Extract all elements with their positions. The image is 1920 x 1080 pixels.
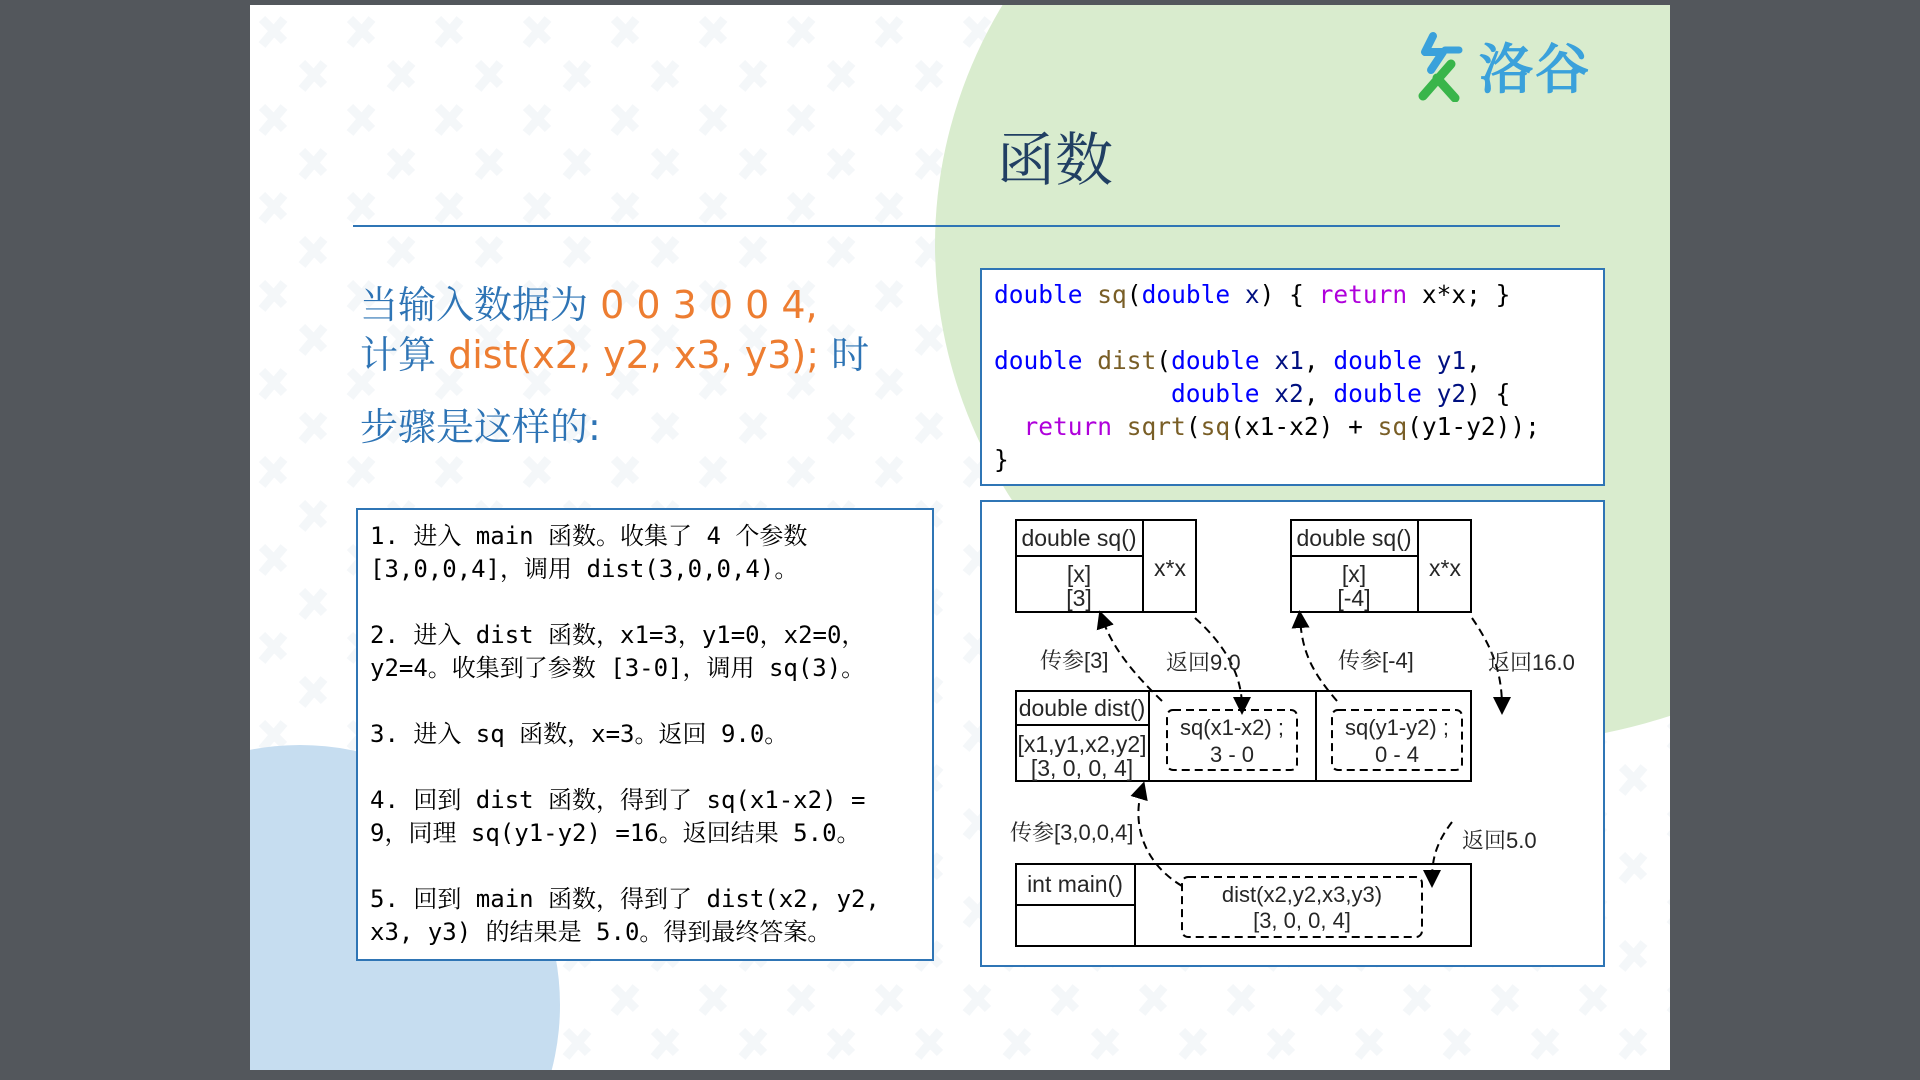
sq-left-header: double sq(): [1021, 525, 1137, 551]
code-token: [1260, 346, 1275, 375]
code-token: [1112, 412, 1127, 441]
sq-left-body: x*x: [1154, 555, 1186, 581]
sq-right-value: [-4]: [1337, 585, 1371, 611]
code-token: [994, 379, 1171, 408]
luogu-mark-icon: [1415, 30, 1473, 102]
code-token: y2: [1436, 379, 1467, 408]
step-3: 3. 进入 sq 函数，x=3。返回 9.0。: [370, 720, 789, 748]
label-return-right: 返回16.0: [1488, 650, 1575, 675]
dist-values: [3, 0, 0, 4]: [1030, 755, 1134, 781]
code-line: [994, 377, 1591, 410]
steps-box: [356, 508, 934, 961]
step-2: 2. 进入 dist 函数，x1=3，y1=0，x2=0， y2=4。收集到了参数 [3-0]，调用 sq(3)。: [370, 621, 866, 682]
code-token: (x1-x2) +: [1230, 412, 1378, 441]
code-token: y1: [1436, 346, 1467, 375]
main-call-line2: [3, 0, 0, 4]: [1253, 908, 1351, 933]
code-token: [1083, 346, 1098, 375]
code-token: x: [1244, 280, 1260, 309]
code-token: sq: [1097, 280, 1127, 309]
code-token: [1422, 346, 1437, 375]
code-token: (: [1185, 412, 1201, 441]
label-pass-right: 传参[-4]: [1338, 648, 1414, 673]
label-pass-main: 传参[3,0,0,4]: [1010, 820, 1134, 845]
slide-title: 函数: [996, 126, 1113, 194]
sq-right-body: x*x: [1429, 555, 1461, 581]
sq-right-param: [x]: [1341, 561, 1367, 587]
title-divider: [353, 225, 1560, 227]
step-4: 4. 回到 dist 函数，得到了 sq(x1-x2) = 9，同理 sq(y1-y2) =16。返回结果 5.0。: [370, 786, 866, 847]
code-token: return: [1023, 412, 1113, 441]
code-token: dist: [1097, 346, 1157, 375]
code-token: x*x; }: [1407, 280, 1511, 309]
dist-call2-line2: 0 - 4: [1374, 742, 1420, 767]
intro-when: 时: [819, 333, 870, 377]
arrow-pass-left: [1102, 618, 1162, 701]
step-5: 5. 回到 main 函数，得到了 dist(x2, y2, x3, y3) 的结果是 5.0。得到最终答案。: [370, 885, 880, 946]
code-token: [1230, 280, 1245, 309]
code-token: double: [1171, 379, 1260, 408]
sq-right-header: double sq(): [1296, 525, 1412, 551]
intro-line-1: [360, 280, 940, 330]
sq-left-param: [x]: [1066, 561, 1092, 587]
intro-text: [360, 280, 940, 452]
label-return-main: 返回5.0: [1462, 828, 1537, 853]
code-token: [1083, 280, 1098, 309]
code-token: [1422, 379, 1437, 408]
arrow-pass-right: [1300, 618, 1337, 701]
dist-call1-line1: sq(x1-x2) ;: [1180, 715, 1284, 740]
code-token: double: [994, 346, 1083, 375]
code-token: double: [994, 280, 1083, 309]
intro-input-data: 0 0 3 0 0 4,: [600, 283, 818, 327]
code-token: (: [1126, 280, 1142, 309]
code-token: (y1-y2));: [1407, 412, 1540, 441]
dist-call2-line1: sq(y1-y2) ;: [1345, 715, 1449, 740]
code-token: [1260, 379, 1275, 408]
intro-compute: 计算: [360, 333, 449, 377]
code-token: (: [1156, 346, 1172, 375]
code-token: x2: [1274, 379, 1304, 408]
intro-call: dist(x2, y2, x3, y3);: [448, 333, 820, 377]
code-token: double: [1141, 280, 1231, 309]
call-stack-diagram: [980, 500, 1605, 967]
code-token: ) {: [1259, 280, 1319, 309]
label-pass-left: 传参[3]: [1040, 648, 1109, 673]
code-token: ,: [1303, 346, 1334, 375]
code-token: }: [994, 445, 1009, 474]
code-block: [980, 268, 1605, 486]
code-line: [994, 311, 1591, 344]
code-token: sqrt: [1126, 412, 1186, 441]
code-token: double: [1333, 379, 1422, 408]
code-line: [994, 278, 1591, 311]
step-1: 1. 进入 main 函数。收集了 4 个参数 [3,0,0,4]，调用 dist(3,0,0,4)。: [370, 522, 808, 583]
code-token: [994, 412, 1024, 441]
sq-left-value: [3]: [1066, 585, 1092, 611]
code-token: double: [1171, 346, 1260, 375]
code-token: ) {: [1466, 379, 1511, 408]
label-return-left: 返回9.0: [1166, 650, 1241, 675]
code-token: ,: [1303, 379, 1334, 408]
code-token: ,: [1466, 346, 1481, 375]
slide: [250, 5, 1670, 1070]
arrow-return-main: [1432, 822, 1452, 880]
code-line: [994, 344, 1591, 377]
code-line: [994, 443, 1591, 476]
code-token: return: [1318, 280, 1408, 309]
code-line: [994, 410, 1591, 443]
main-call-line1: dist(x2,y2,x3,y3): [1221, 882, 1383, 907]
code-token: double: [1333, 346, 1422, 375]
arrow-pass-main: [1138, 789, 1182, 886]
dist-header: double dist(): [1018, 695, 1146, 721]
main-header: int main(): [1027, 871, 1123, 897]
dist-call1-line2: 3 - 0: [1209, 742, 1255, 767]
code-token: sq: [1200, 412, 1231, 441]
code-token: sq: [1377, 412, 1408, 441]
intro-prefix: 当输入数据为: [360, 283, 601, 327]
intro-line-3: 步骤是这样的:: [360, 405, 601, 449]
intro-line-2: [360, 330, 940, 380]
dist-params: [x1,y1,x2,y2]: [1017, 731, 1147, 757]
code-token: x1: [1274, 346, 1304, 375]
logo-text: 洛谷: [1479, 38, 1591, 101]
luogu-logo: [1415, 27, 1591, 104]
